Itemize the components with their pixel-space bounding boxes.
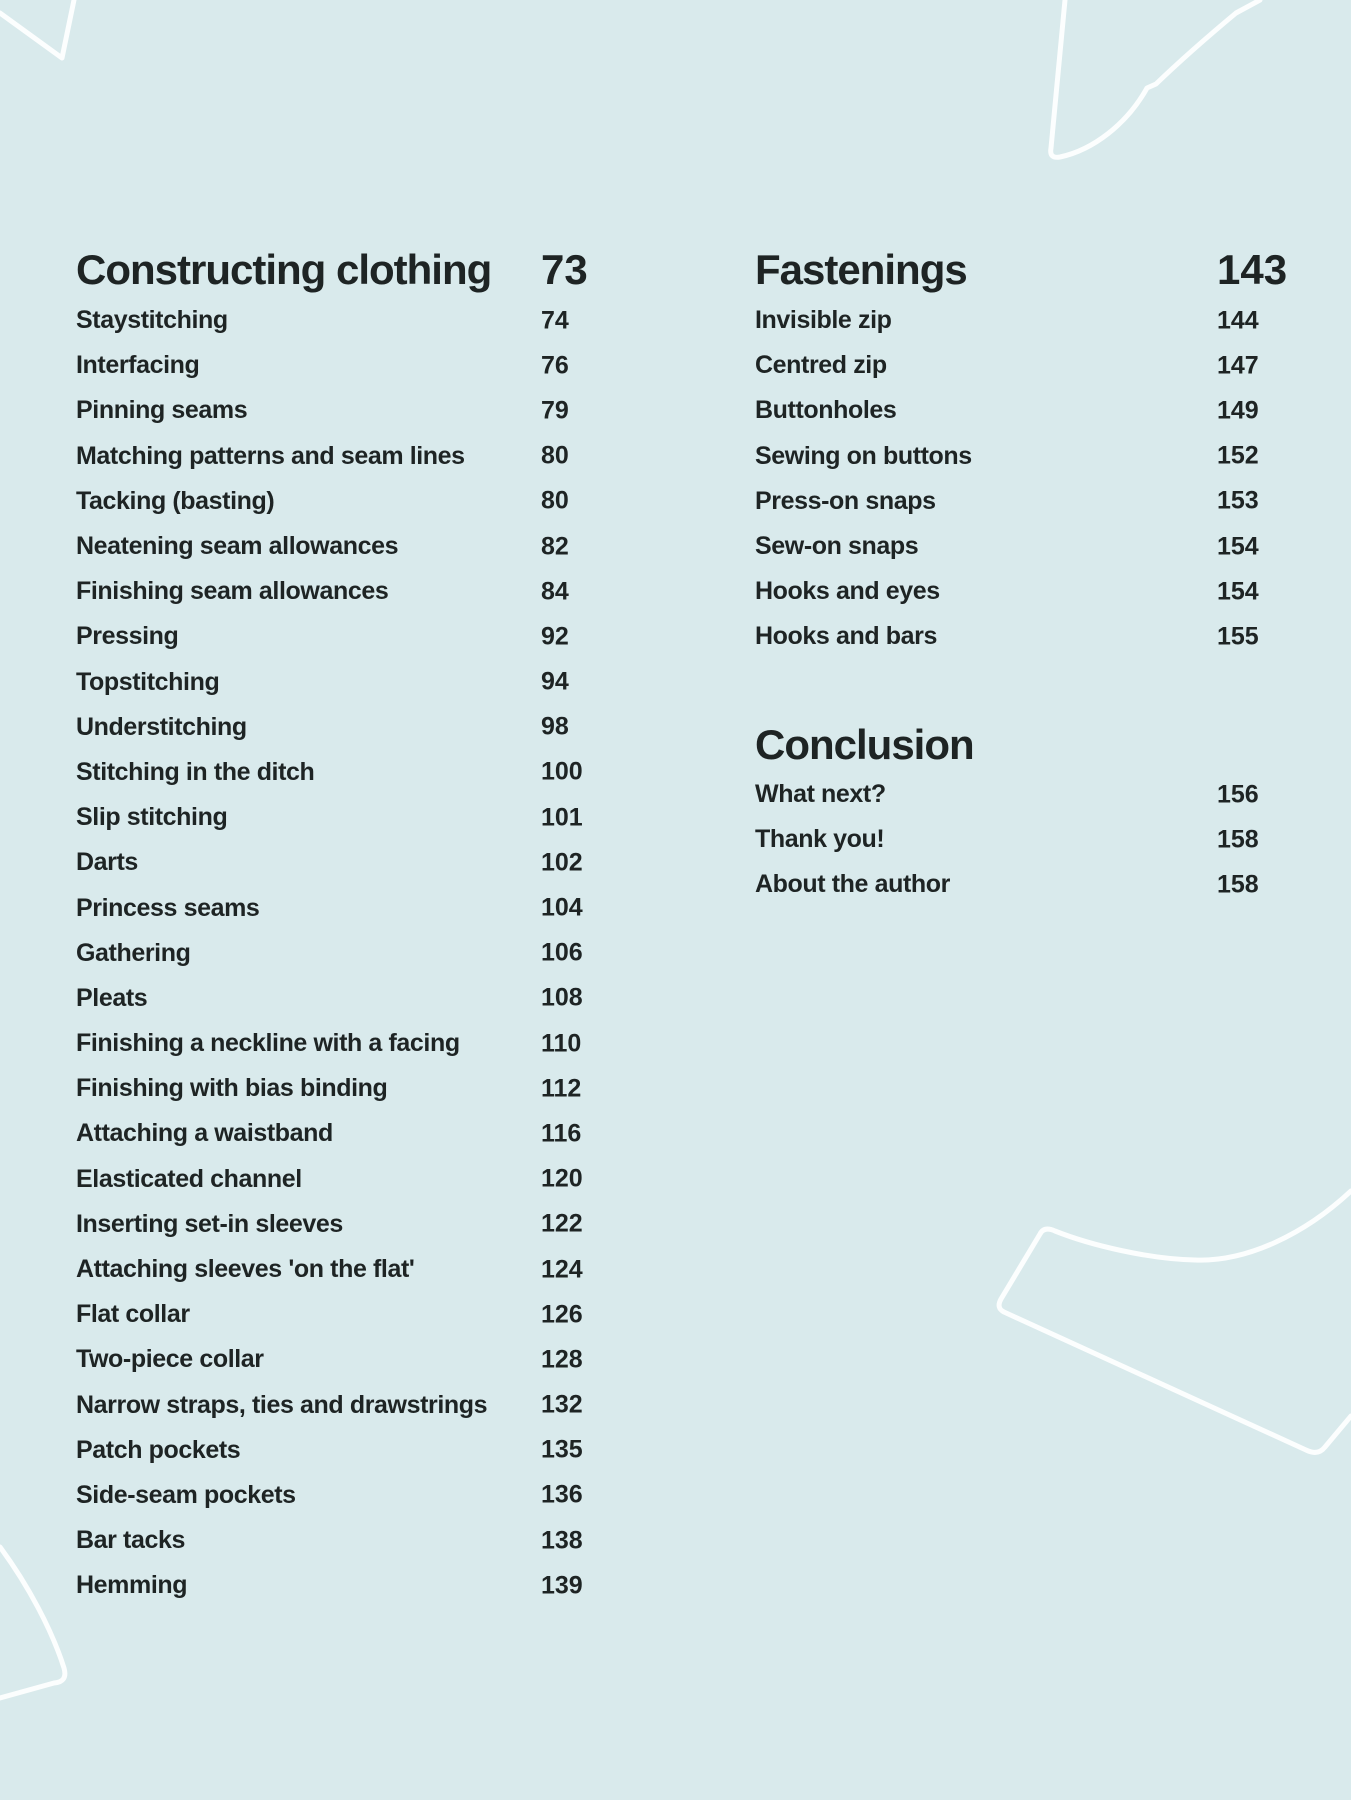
toc-item: [76, 750, 636, 795]
toc-item-page: 102: [541, 848, 583, 877]
toc-item-label: Pressing: [76, 622, 179, 651]
toc-item: [76, 840, 636, 885]
toc-item-page: 80: [541, 486, 569, 515]
toc-item: [755, 388, 1315, 433]
toc-item-label: Sewing on buttons: [755, 441, 972, 470]
toc-item-label: Topstitching: [76, 667, 220, 696]
toc-item-page: 138: [541, 1526, 583, 1555]
section-heading-conclusion: [755, 721, 974, 768]
toc-item: [76, 1337, 636, 1382]
toc-item-page: 84: [541, 577, 569, 606]
toc-item: [76, 1157, 636, 1202]
toc-item: [755, 479, 1315, 524]
toc-item: [76, 388, 636, 433]
toc-item: [755, 772, 1315, 817]
toc-item-label: What next?: [755, 780, 886, 809]
toc-item-page: 139: [541, 1571, 583, 1600]
pattern-piece-right-outline: [999, 1191, 1351, 1452]
toc-item: [76, 569, 636, 614]
toc-item-label: Pleats: [76, 983, 148, 1012]
toc-item-label: Interfacing: [76, 351, 200, 380]
toc-item-page: 100: [541, 757, 583, 786]
toc-item-page: 126: [541, 1300, 583, 1329]
toc-item-page: 101: [541, 803, 583, 832]
toc-list-constructing-clothing: [76, 298, 636, 1608]
toc-item: [76, 1518, 636, 1563]
toc-item-page: 147: [1217, 351, 1259, 380]
toc-item-label: Hooks and bars: [755, 622, 937, 651]
toc-item-label: Two-piece collar: [76, 1345, 264, 1374]
toc-item-label: Slip stitching: [76, 803, 228, 832]
toc-item-page: 112: [541, 1074, 582, 1103]
toc-item-page: 136: [541, 1480, 583, 1509]
toc-item-page: 152: [1217, 441, 1259, 470]
toc-item-label: Flat collar: [76, 1300, 190, 1329]
toc-item: [76, 1066, 636, 1111]
toc-item-page: 158: [1217, 825, 1259, 854]
toc-item: [76, 1111, 636, 1156]
toc-item: [76, 1473, 636, 1518]
toc-item-label: Attaching sleeves 'on the flat': [76, 1255, 415, 1284]
toc-item: [76, 343, 636, 388]
toc-item-page: 76: [541, 351, 569, 380]
toc-item-label: Side-seam pockets: [76, 1480, 296, 1509]
toc-item-page: 135: [541, 1435, 583, 1464]
toc-item-label: Stitching in the ditch: [76, 757, 315, 786]
toc-item-page: 158: [1217, 870, 1259, 899]
toc-item: [76, 705, 636, 750]
toc-item: [755, 817, 1315, 862]
toc-item-page: 149: [1217, 396, 1259, 425]
toc-item: [76, 976, 636, 1021]
toc-item: [76, 1428, 636, 1473]
toc-item: [76, 1563, 636, 1608]
toc-item-label: Understitching: [76, 712, 247, 741]
pattern-piece-corner-top-left-outline: [0, 0, 74, 58]
toc-item-label: Narrow straps, ties and drawstrings: [76, 1390, 488, 1419]
toc-heading-label: Conclusion: [755, 721, 974, 768]
toc-item: [76, 434, 636, 479]
toc-item-page: 156: [1217, 780, 1259, 809]
toc-item: [755, 569, 1315, 614]
toc-item-label: Hemming: [76, 1571, 188, 1600]
toc-heading-label: Fastenings: [755, 246, 967, 293]
toc-item-label: Pinning seams: [76, 396, 248, 425]
toc-item-label: Bar tacks: [76, 1526, 185, 1555]
toc-item: [76, 660, 636, 705]
toc-item-label: Finishing with bias binding: [76, 1074, 388, 1103]
toc-item-label: Finishing seam allowances: [76, 577, 389, 606]
toc-item-page: 128: [541, 1345, 583, 1374]
toc-item-page: 104: [541, 893, 583, 922]
toc-item: [76, 1021, 636, 1066]
toc-item-page: 154: [1217, 577, 1259, 606]
toc-item-label: About the author: [755, 870, 950, 899]
toc-heading-label: Constructing clothing: [76, 246, 492, 293]
toc-item-label: Sew-on snaps: [755, 532, 919, 561]
toc-item-label: Buttonholes: [755, 396, 897, 425]
toc-item-page: 106: [541, 938, 583, 967]
toc-item-label: Gathering: [76, 938, 191, 967]
toc-item-page: 120: [541, 1164, 583, 1193]
toc-item-page: 122: [541, 1209, 583, 1238]
section-heading-constructing-clothing: [76, 246, 588, 293]
toc-item-label: Hooks and eyes: [755, 577, 940, 606]
toc-item-label: Patch pockets: [76, 1435, 241, 1464]
toc-item-page: 79: [541, 396, 569, 425]
toc-item: [755, 434, 1315, 479]
pattern-piece-bottom-left-outline: [0, 1547, 65, 1698]
toc-item: [76, 298, 636, 343]
toc-item-label: Thank you!: [755, 825, 885, 854]
toc-item-label: Tacking (basting): [76, 486, 275, 515]
toc-item-label: Finishing a neckline with a facing: [76, 1029, 460, 1058]
pattern-piece-top-outline: [1051, 0, 1260, 157]
toc-item: [76, 524, 636, 569]
toc-item-page: 153: [1217, 486, 1259, 515]
toc-item-page: 94: [541, 667, 569, 696]
toc-item: [76, 931, 636, 976]
toc-item-label: Centred zip: [755, 351, 887, 380]
toc-item-page: 82: [541, 532, 569, 561]
toc-item-label: Staystitching: [76, 306, 228, 335]
toc-heading-page: 73: [541, 246, 588, 293]
toc-item-label: Princess seams: [76, 893, 260, 922]
toc-item: [76, 1383, 636, 1428]
toc-item-page: 80: [541, 441, 569, 470]
toc-item: [76, 614, 636, 659]
toc-item-label: Press-on snaps: [755, 486, 936, 515]
toc-item-page: 132: [541, 1390, 583, 1419]
toc-item: [755, 862, 1315, 907]
toc-item-page: 116: [541, 1119, 582, 1148]
toc-item: [755, 524, 1315, 569]
toc-item-page: 154: [1217, 532, 1259, 561]
toc-item-page: 124: [541, 1255, 583, 1284]
toc-heading-page: 143: [1217, 246, 1288, 293]
toc-item-label: Inserting set-in sleeves: [76, 1209, 343, 1238]
toc-item-page: 92: [541, 622, 569, 651]
toc-item: [76, 1292, 636, 1337]
toc-item-page: 98: [541, 712, 569, 741]
toc-item-page: 155: [1217, 622, 1259, 651]
toc-item-page: 108: [541, 983, 583, 1012]
toc-item-label: Elasticated channel: [76, 1164, 302, 1193]
toc-item: [755, 343, 1315, 388]
toc-item: [76, 1247, 636, 1292]
toc-item: [755, 298, 1315, 343]
toc-item-label: Darts: [76, 848, 138, 877]
toc-item: [755, 614, 1315, 659]
toc-item-label: Attaching a waistband: [76, 1119, 333, 1148]
toc-item: [76, 479, 636, 524]
toc-item: [76, 885, 636, 930]
toc-list-conclusion: [755, 772, 1315, 908]
section-heading-fastenings: [755, 246, 1288, 293]
toc-item: [76, 795, 636, 840]
toc-item: [76, 1202, 636, 1247]
toc-item-label: Invisible zip: [755, 306, 892, 335]
toc-item-label: Neatening seam allowances: [76, 532, 399, 561]
toc-item-page: 110: [541, 1029, 582, 1058]
toc-item-page: 74: [541, 306, 569, 335]
toc-list-fastenings: [755, 298, 1315, 660]
toc-item-page: 144: [1217, 306, 1259, 335]
toc-item-label: Matching patterns and seam lines: [76, 441, 465, 470]
